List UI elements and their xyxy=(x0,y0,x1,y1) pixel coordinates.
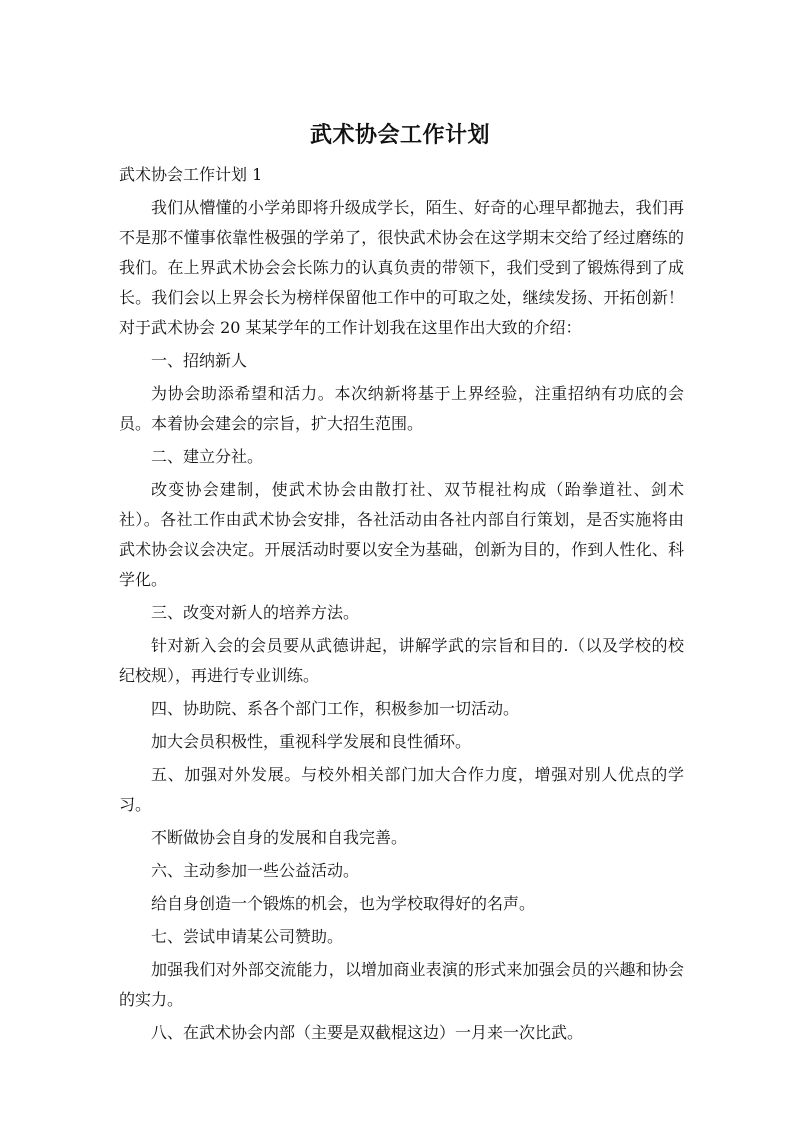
section-heading-7: 七、尝试申请某公司赞助。 xyxy=(151,927,344,946)
section-body-5: 不断做协会自身的发展和自我完善。 xyxy=(151,828,408,847)
section-heading-5: 五、加强对外发展。与校外相关部门加大合作力度，增强对别人优点的学习。 xyxy=(119,765,684,814)
section-body-6: 给自身创造一个锻炼的机会，也为学校取得好的名声。 xyxy=(151,894,536,913)
section-heading-4: 四、协助院、系各个部门工作，积极参加一切活动。 xyxy=(151,699,520,718)
document-body xyxy=(119,160,684,1051)
document-subtitle: 武术协会工作计划 1 xyxy=(119,165,263,184)
section-body-1: 为协会助添希望和活力。本次纳新将基于上界经验，注重招纳有功底的会员。本着协会建会的宗旨，扩大招生范围。 xyxy=(119,384,684,433)
section-heading-2: 二、建立分社。 xyxy=(151,447,264,466)
intro-paragraph: 我们从懵懂的小学弟即将升级成学长，陌生、好奇的心理早都抛去，我们再不是那不懂事依靠性极强的学弟了，很快武术协会在这学期末交给了经过磨练的我们。在上界武术协会会长陈力的认真负责的带领下，我们受到了锻炼得到了成长。我们会以上界会长为榜样保留他工作中的可取之处，继续发扬、开拓创新！对于武术协会 20 某某学年的工作计划我在这里作出大致的介绍： xyxy=(119,198,684,337)
section-heading-3: 三、改变对新人的培养方法。 xyxy=(151,603,360,622)
section-heading-8: 八、在武术协会内部（主要是双截棍这边）一月来一次比武。 xyxy=(151,1023,584,1042)
section-body-4: 加大会员积极性，重视科学发展和良性循环。 xyxy=(151,732,472,751)
section-heading-6: 六、主动参加一些公益活动。 xyxy=(151,861,360,880)
section-body-2: 改变协会建制，使武术协会由散打社、双节棍社构成（跆拳道社、剑术社）。各社工作由武术协会安排，各社活动由各社内部自行策划，是否实施将由武术协会议会决定。开展活动时要以安全为基础，创新为目的，作到人性化、科学化。 xyxy=(119,480,684,589)
section-body-3: 针对新入会的会员要从武德讲起，讲解学武的宗旨和目的.（以及学校的校纪校规），再进行专业训练。 xyxy=(119,636,684,685)
section-body-7: 加强我们对外部交流能力，以增加商业表演的形式来加强会员的兴趣和协会的实力。 xyxy=(119,960,684,1009)
section-heading-1: 一、招纳新人 xyxy=(151,351,248,370)
document-title: 武术协会工作计划 xyxy=(309,123,490,148)
